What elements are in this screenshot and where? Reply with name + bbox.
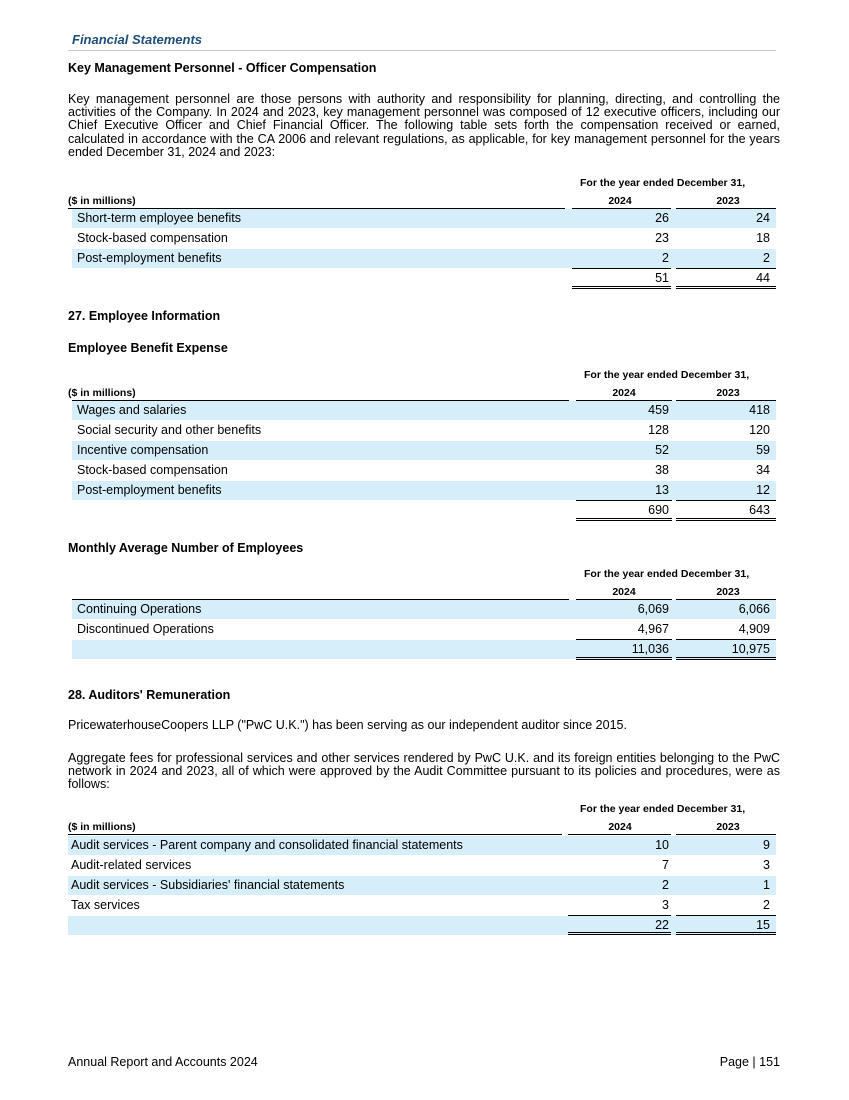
aud-unit-label: ($ in millions) [68, 821, 136, 833]
aud-header-rule-label [68, 834, 562, 835]
row-value-2023: 12 [756, 483, 770, 497]
aud-header-rule-2024 [568, 834, 671, 835]
row-value-2024: 3 [662, 898, 669, 912]
row-label: Audit services - Subsidiaries' financial statements [71, 878, 345, 892]
employee-benefit-heading: Employee Benefit Expense [68, 341, 228, 355]
aud-total-double-rule-2023 [676, 932, 776, 933]
emp-total-double-rule-2024 [576, 518, 672, 519]
aud-year-2024: 2024 [608, 821, 632, 833]
footer-report-title: Annual Report and Accounts 2024 [68, 1055, 258, 1069]
kmp-total-double-rule-2023b [676, 288, 776, 289]
kmp-unit-label: ($ in millions) [68, 195, 136, 207]
table-row [72, 441, 776, 460]
row-label: Stock-based compensation [77, 231, 228, 245]
row-value-2023: 3 [763, 858, 770, 872]
hc-total-double-rule-2024 [576, 657, 672, 658]
table-row [72, 421, 776, 440]
row-label: Wages and salaries [77, 403, 187, 417]
kmp-period-header: For the year ended December 31, [580, 177, 746, 189]
table-row [72, 461, 776, 480]
aud-header-rule-2023 [676, 834, 776, 835]
table-row [72, 209, 776, 228]
aud-year-2023: 2023 [716, 821, 740, 833]
row-value-2024: 26 [655, 211, 669, 225]
total-value-2024: 11,036 [631, 642, 669, 656]
row-label: Social security and other benefits [77, 423, 262, 437]
row-label: Continuing Operations [77, 602, 202, 616]
header-divider [68, 50, 776, 51]
hc-total-double-rule-2024b [576, 659, 672, 660]
row-value-2023: 6,066 [738, 602, 770, 616]
kmp-year-2024: 2024 [608, 195, 632, 207]
kmp-paragraph: Key management personnel are those persons with authority and responsibility for planning, directing, and controlling the activities of the Company. In 2024 and 2023, key management personnel was composed of 12 executive officers, including our Chief Executive Officer and Chief Financial Officer. The following table sets forth the compensation received or earned, calculated in accordance with the CA 2006 and relevant regulations, as applicable, for key management personnel for the years ended December 31, 2024 and 2023: [68, 92, 780, 159]
hc-year-2023: 2023 [716, 586, 740, 598]
row-value-2024: 4,967 [637, 622, 669, 636]
emp-period-header: For the year ended December 31, [584, 369, 750, 381]
table-row [68, 896, 776, 915]
row-label: Audit-related services [71, 858, 192, 872]
hc-total-double-rule-2023b [676, 659, 776, 660]
row-value-2023: 24 [756, 211, 770, 225]
row-label: Audit services - Parent company and consolidated financial statements [71, 838, 463, 852]
row-value-2024: 459 [648, 403, 669, 417]
row-label: Incentive compensation [77, 443, 209, 457]
row-value-2024: 2 [662, 251, 669, 265]
headcount-heading: Monthly Average Number of Employees [68, 541, 304, 555]
total-value-2024: 22 [655, 918, 669, 932]
aud-total-double-rule-2024 [568, 932, 671, 933]
emp-total-double-rule-2024b [576, 520, 672, 521]
auditors-paragraph-2: Aggregate fees for professional services and other services rendered by PwC U.K. and its foreign entities belonging to the PwC network in 2024 and 2023, all of which were approved by the Audit Committee pursuant to its policies and procedures, were as follows: [68, 751, 780, 792]
table-row [68, 876, 776, 895]
row-value-2023: 34 [756, 463, 770, 477]
table-row [72, 620, 776, 639]
footer-page-number: Page | 151 [719, 1055, 780, 1069]
row-value-2024: 23 [655, 231, 669, 245]
row-value-2023: 2 [763, 251, 770, 265]
total-value-2023: 44 [756, 271, 770, 285]
row-label: Post-employment benefits [77, 483, 222, 497]
kmp-year-2023: 2023 [716, 195, 740, 207]
total-value-2023: 15 [756, 918, 770, 932]
hc-total-double-rule-2023 [676, 657, 776, 658]
row-label: Stock-based compensation [77, 463, 228, 477]
row-value-2023: 4,909 [738, 622, 770, 636]
row-label: Tax services [71, 898, 140, 912]
row-value-2024: 7 [662, 858, 669, 872]
total-value-2024: 690 [648, 503, 669, 517]
hc-year-2024: 2024 [612, 586, 636, 598]
emp-year-2023: 2023 [716, 387, 740, 399]
row-value-2023: 18 [756, 231, 770, 245]
aud-total-double-rule-2023b [676, 934, 776, 935]
emp-unit-label: ($ in millions) [68, 387, 136, 399]
total-value-2024: 51 [655, 271, 669, 285]
kmp-total-double-rule-2023 [676, 286, 776, 287]
hc-period-header: For the year ended December 31, [584, 568, 750, 580]
emp-year-2024: 2024 [612, 387, 636, 399]
emp-total-double-rule-2023b [676, 520, 776, 521]
row-value-2023: 120 [749, 423, 770, 437]
row-value-2024: 13 [655, 483, 669, 497]
auditors-paragraph-1: PricewaterhouseCoopers LLP ("PwC U.K.") has been serving as our independent auditor since 2015. [68, 718, 627, 732]
total-value-2023: 10,975 [731, 642, 770, 656]
total-value-2023: 643 [749, 503, 770, 517]
kmp-total-double-rule-2024b [572, 288, 671, 289]
row-value-2024: 10 [655, 838, 669, 852]
row-value-2023: 59 [756, 443, 770, 457]
table-row [68, 836, 776, 855]
aud-period-header: For the year ended December 31, [580, 803, 746, 815]
row-value-2024: 38 [655, 463, 669, 477]
row-value-2023: 418 [749, 403, 770, 417]
row-value-2023: 2 [763, 898, 770, 912]
page-header-title: Financial Statements [72, 32, 203, 47]
row-label: Short-term employee benefits [77, 211, 241, 225]
section-27-heading: 27. Employee Information [68, 309, 221, 323]
row-value-2023: 9 [763, 838, 770, 852]
row-value-2023: 1 [763, 878, 770, 892]
aud-total-double-rule-2024b [568, 934, 671, 935]
table-row [72, 600, 776, 619]
table-row [72, 229, 776, 248]
table-row [72, 401, 776, 420]
row-label: Discontinued Operations [77, 622, 214, 636]
row-value-2024: 128 [648, 423, 669, 437]
table-row [68, 856, 776, 875]
row-label: Post-employment benefits [77, 251, 222, 265]
table-row [72, 249, 776, 268]
kmp-total-double-rule-2024 [572, 286, 671, 287]
table-row [72, 481, 776, 500]
row-value-2024: 2 [662, 878, 669, 892]
emp-total-double-rule-2023 [676, 518, 776, 519]
section-28-heading: 28. Auditors' Remuneration [68, 688, 231, 702]
row-value-2024: 6,069 [637, 602, 669, 616]
row-value-2024: 52 [655, 443, 669, 457]
kmp-heading: Key Management Personnel - Officer Compensation [68, 61, 377, 75]
